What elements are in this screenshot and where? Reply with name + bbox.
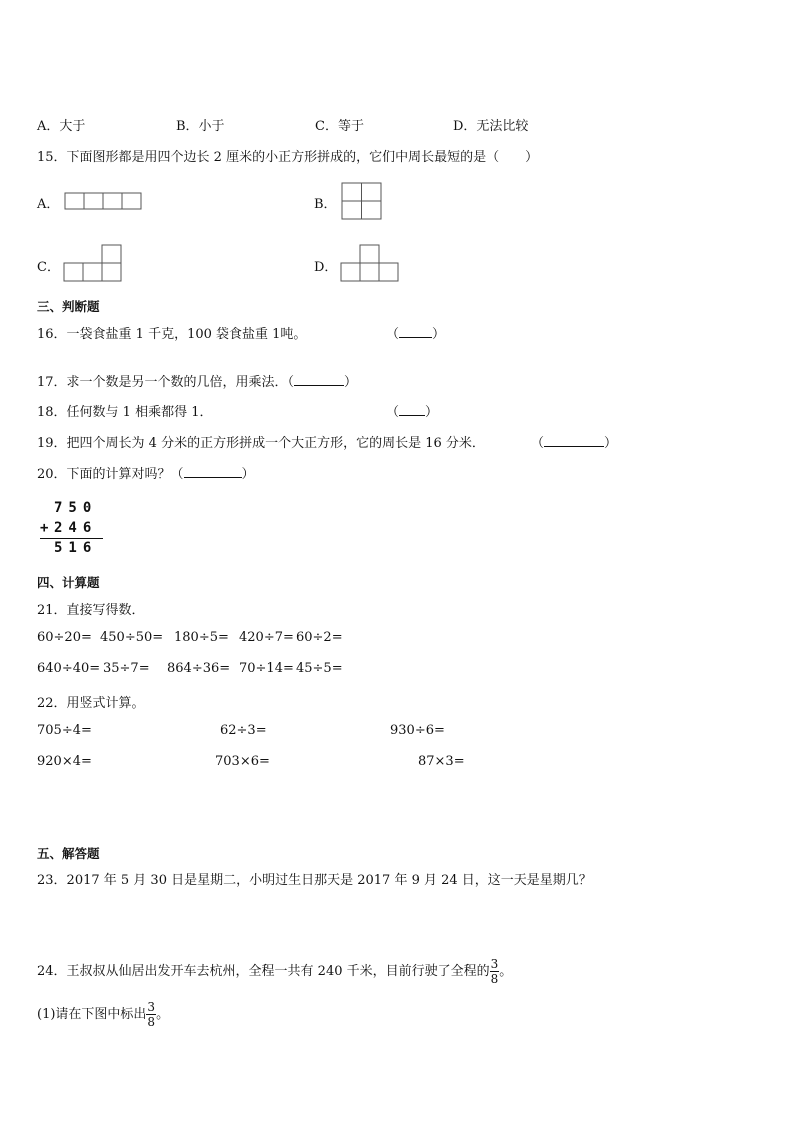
q15-label-a: A．: [37, 197, 60, 212]
question-17: 17．求一个数是另一个数的几倍，用乘法．（ ）: [37, 375, 358, 390]
calc-item: 920×4=: [37, 754, 92, 769]
q15-label-c: C．: [37, 260, 60, 275]
question-20: 20．下面的计算对吗？（ ）: [37, 467, 255, 482]
calc-item: 705÷4=: [37, 723, 92, 738]
question-24: 24．王叔叔从仙居出发开车去杭州，全程一共有 240 千米，目前行驶了全程的 $\frac{3}{8}$ 。: [37, 957, 513, 986]
answer-blank-18[interactable]: （ ）: [386, 405, 439, 420]
sum-line: [40, 538, 103, 539]
calc-item: 60÷20=: [37, 630, 92, 645]
plus-sign: +: [40, 520, 49, 536]
addend-750: 750: [54, 500, 98, 516]
calc-item: 62÷3=: [220, 723, 267, 738]
section-heading-word-problems: 五、解答题: [37, 846, 100, 861]
question-21-title: 21．直接写得数．: [37, 603, 145, 618]
question-19: 19．把四个周长为 4 分米的正方形拼成一个大正方形，它的周长是 16 分米．: [37, 436, 485, 451]
calc-item: 450÷50=: [100, 630, 164, 645]
option-a: A．大于: [37, 119, 86, 134]
calc-item: 180÷5=: [174, 630, 229, 645]
calc-item: 35÷7=: [103, 661, 150, 676]
option-c: C．等于: [315, 119, 364, 134]
figure-a-four-in-row: [64, 192, 142, 210]
q15-label-b: B．: [314, 197, 337, 212]
answer-blank-16[interactable]: （ ）: [386, 327, 446, 342]
fraction-three-eighths: $\frac{3}{8}$: [147, 1000, 156, 1029]
figure-b-two-by-two: [341, 182, 383, 220]
option-b: B．小于: [176, 119, 225, 134]
question-22-title: 22．用竖式计算。: [37, 696, 145, 711]
figure-d-t-shape: [340, 244, 400, 282]
calc-item: 864÷36=: [167, 661, 231, 676]
answer-blank-19[interactable]: （ ）: [531, 436, 618, 451]
section-heading-calculation: 四、计算题: [37, 575, 100, 590]
figure-c-l-shape: [63, 244, 123, 282]
answer-blank-17[interactable]: [294, 374, 344, 386]
addend-246: 246: [54, 520, 98, 536]
question-16: 16．一袋食盐重 1 千克，100 袋食盐重 1吨。: [37, 327, 307, 342]
calc-item: 703×6=: [215, 754, 270, 769]
question-15: 15．下面图形都是用四个边长 2 厘米的小正方形拼成的，它们中周长最短的是（ ）: [37, 150, 539, 165]
calc-item: 420÷7=: [239, 630, 294, 645]
question-18: 18．任何数与 1 相乘都得 1．: [37, 405, 213, 420]
calc-item: 45÷5=: [296, 661, 343, 676]
question-23: 23．2017 年 5 月 30 日是星期二，小明过生日那天是 2017 年 9 月 24 日，这一天是星期几？: [37, 873, 592, 888]
calc-item: 640÷40=: [37, 661, 101, 676]
calc-item: 87×3=: [418, 754, 465, 769]
option-d: D．无法比较: [453, 119, 529, 134]
calc-item: 930÷6=: [390, 723, 445, 738]
fraction-three-eighths: $\frac{3}{8}$: [490, 957, 499, 986]
answer-blank-20[interactable]: [184, 466, 242, 478]
sum-516: 516: [54, 540, 98, 556]
calc-item: 70÷14=: [239, 661, 294, 676]
q15-label-d: D．: [314, 260, 338, 275]
section-heading-judgement: 三、判断题: [37, 299, 100, 314]
calc-item: 60÷2=: [296, 630, 343, 645]
question-24-part-1: (1)请在下图中标出 $\frac{3}{8}$ 。: [37, 1000, 170, 1029]
